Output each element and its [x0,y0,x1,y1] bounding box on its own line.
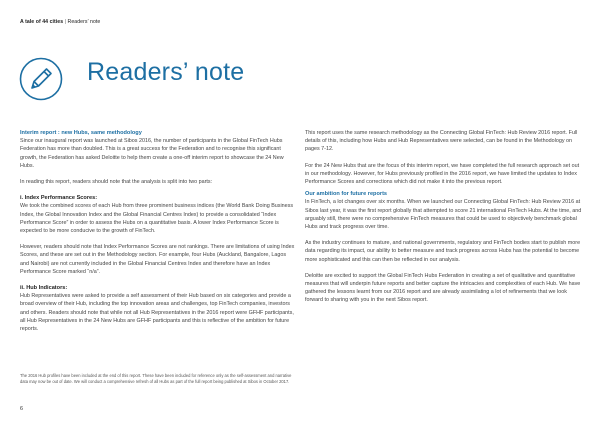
header-report-title: A tale of 44 cities [20,19,64,25]
page-number: 6 [20,406,23,412]
pencil-in-circle-icon [19,57,63,101]
header-separator: | [64,19,67,25]
subheading-hub-indicators: ii. Hub Indicators: [20,285,68,292]
paragraph: Since our inaugural report was launched at Sibos 2016, the number of participants in the Global FinTech Hubs Federation has more than doubled. This is a great success for the Federation and to recognise this significant growth, the Federation has asked Deloitte to help them create a one-off interim report to showcase the 24 New Hubs. [20,138,284,169]
paragraph: In reading this report, readers should note that the analysis is split into two parts: [20,179,213,186]
running-header [20,19,100,25]
paragraph: Hub Representatives were asked to provide a self assessment of their Hub based on six categories and provide a broad overview of their Hub, including the top innovation areas and challenges, top FinTech companies, investors and others. Readers should note that while not all Hub Representatives in the 2016 report were GFHF participants, all Hub Representatives in the 24 New Hubs are GFHF participants and this is reflective of the ambition for future reports. [20,293,294,333]
paragraph: This report uses the same research methodology as the Connecting Global FinTech: Hub Review 2016 report. Full details of this, including how Hubs and Hub Representatives were selected, can be found in the Methodology on pages 7-12. [305,130,578,153]
paragraph: As the industry continues to mature, and national governments, regulatory and FinTech bodies start to publish more data regarding its impact, our ability to better measure and track progress across Hubs has the potential to become more sophisticated and this can then be reflected in our analysis. [305,240,581,263]
paragraph: However, readers should note that Index Performance Scores are not rankings. There are limitations of using Index Scores, and these are set out in the Methodology section. For example, four Hubs (Auckland, Bangalore, Lagos and Nairobi) are not currently included in the Global Financial Centres Index and therefore have an Index Performance Score marked “n/a”. [20,244,295,275]
footnote: The 2016 Hub profiles have been included at the end of this report. These have been included for reference only as the self-assessment and narrative data may now be out of date. We will conduct a comprehensive refresh of all Hubs as part of the full report being published at Sibos in October 2017. [20,373,292,385]
left-column [20,129,295,341]
header-section: Readers’ note [67,19,101,25]
right-column [305,129,583,313]
paragraph: Deloitte are excited to support the Global FinTech Hubs Federation in creating a set of qualitative and quantitative measures that will underpin future reports and better capture the intricacies and complexities of each Hub. We have gathered the lessons learnt from our 2016 report and are already assimilating a lot of refinements that we look forward to sharing with you in the next Sibos report. [305,272,581,304]
section-heading-future-reports: Our ambition for future reports [305,191,388,198]
paragraph: In FinTech, a lot changes over six months. When we launched our Connecting Global FinTech: Hub Review 2016 at Sibos last year, it was the first report globally that attempted to score 21 international FinTech Hubs. At the time, and arguably still, there were no comprehensive FinTech measures that could be used to objectively benchmark global Hubs and track progress over time. [305,199,582,231]
page-title: Readers’ note [87,58,245,86]
section-heading-interim-report: Interim report : new Hubs, same methodology [20,130,142,136]
subheading-index-performance: i. Index Performance Scores: [20,195,98,202]
paragraph: We took the combined scores of each Hub from three prominent business indices (the World Bank Doing Business Index, the Global Innovation Index and the Global Financial Centres Index) to provide a consolidated “Index Performance Score” in order to assess the Hubs on a quantitative basis. A lower Index Performance Score is expected to be more conducive to the growth of FinTech. [20,203,294,235]
paragraph: For the 24 New Hubs that are the focus of this interim report, we have completed the full research approach set out in our methodology. However, for Hubs previously profiled in the 2016 report, we have limited the updates to Index Performance Scores and corrections which did not make it into the previous report. [305,162,580,186]
